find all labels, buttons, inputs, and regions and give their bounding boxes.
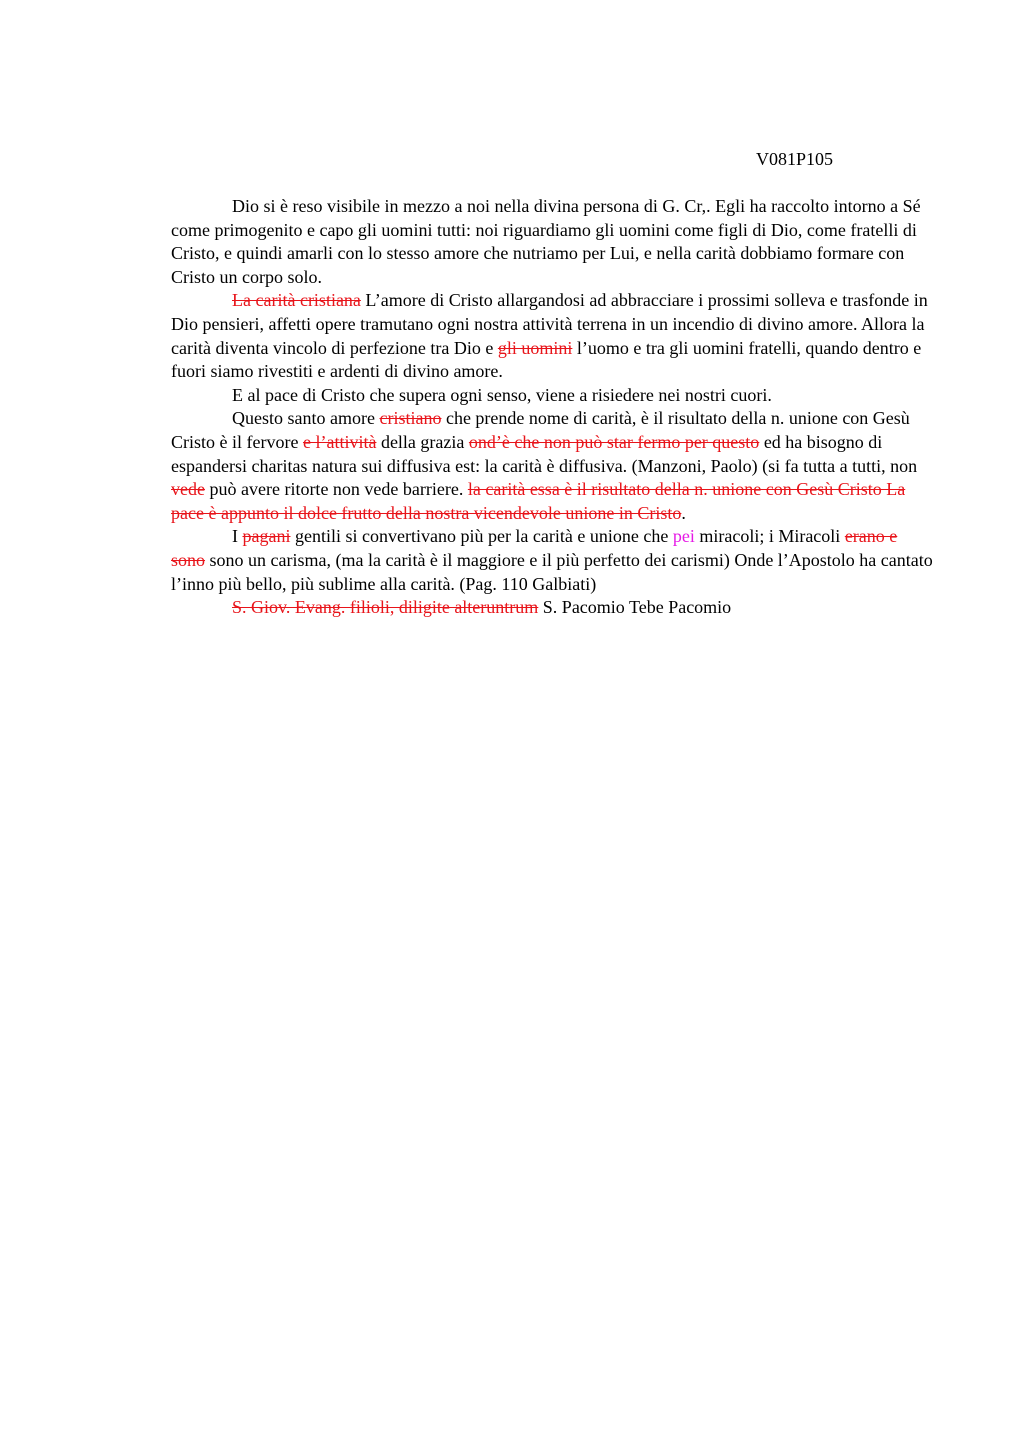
deleted-text: pagani (242, 526, 291, 547)
text-run: L’amore di Cristo allargandosi ad abbracciare i prossimi solleva e trasfonde in Dio pensieri, affetti opere tramutano ogni nostra attività terrena in un incendio di divino amore. Allora la carità diventa vincolo di perfezione tra Dio e (171, 290, 928, 358)
text-run: Dio si è reso visibile in mezzo a noi nella divina persona di G. Cr,. Egli ha raccolto intorno a Sé come primogenito e capo gli uomini tutti: noi riguardiamo gli uomini come figli di Dio, come fratelli di Cristo, e quindi amarli con lo stesso amore che nutriamo per Lui, e nella carità dobbiamo formare con Cristo un corpo solo. (171, 196, 921, 287)
text-run: E al pace di Cristo che supera ogni senso, viene a risiedere nei nostri cuori. (232, 384, 772, 405)
page-identifier: V081P105 (756, 149, 834, 169)
text-run: gentili si convertivano più per la carità e unione che (290, 526, 673, 547)
deleted-text: la carità essa è il risultato della n. unione con Gesù Cristo La pace è appunto il dolce frutto della nostra vicendevole unione in Cristo (171, 479, 906, 523)
text-run: ed ha bisogno di espandersi charitas natura sui diffusiva est: la carità è diffusiva. (Manzoni, Paolo) (si fa tutta a tutti, non (171, 431, 918, 476)
paragraph (171, 384, 933, 408)
deleted-text: erano e sono (171, 526, 898, 570)
text-run: miracoli; i Miracoli (694, 526, 845, 547)
paragraph (171, 195, 933, 289)
deleted-text: S. Giov. Evang. filioli, diligite alteruntrum (232, 597, 539, 618)
text-run: . (681, 502, 686, 523)
text-run: S. Pacomio Tebe Pacomio (538, 597, 732, 618)
paragraph (171, 289, 933, 383)
text-run: l’uomo e tra gli uomini fratelli, quando dentro e fuori siamo rivestiti e ardenti di divino amore. (171, 337, 922, 382)
text-run: può avere ritorte non vede barriere. (204, 479, 468, 500)
deleted-text: gli uomini (497, 337, 573, 358)
deleted-text: vede (171, 479, 205, 500)
document-body (171, 195, 933, 620)
deleted-text: La carità cristiana (232, 290, 361, 311)
paragraph (171, 407, 933, 525)
text-run: I (232, 526, 243, 547)
deleted-text: ond’è che non può star fermo per questo (468, 431, 760, 452)
text-run: che prende nome di carità, è il risultato della n. unione con Gesù Cristo è il fervore (171, 408, 910, 452)
paragraph (171, 596, 933, 620)
text-run: della grazia (376, 431, 469, 452)
text-run: Questo santo amore (232, 408, 380, 429)
text-run: sono un carisma, (ma la carità è il maggiore e il più perfetto dei carismi) Onde l’Apostolo ha cantato l’inno più bello, più sublime alla carità. (Pag. 110 Galbiati) (171, 549, 933, 594)
deleted-text: e l’attività (302, 431, 377, 452)
inserted-text: pei (672, 526, 695, 547)
deleted-text: cristiano (379, 408, 442, 429)
paragraph (171, 525, 933, 596)
